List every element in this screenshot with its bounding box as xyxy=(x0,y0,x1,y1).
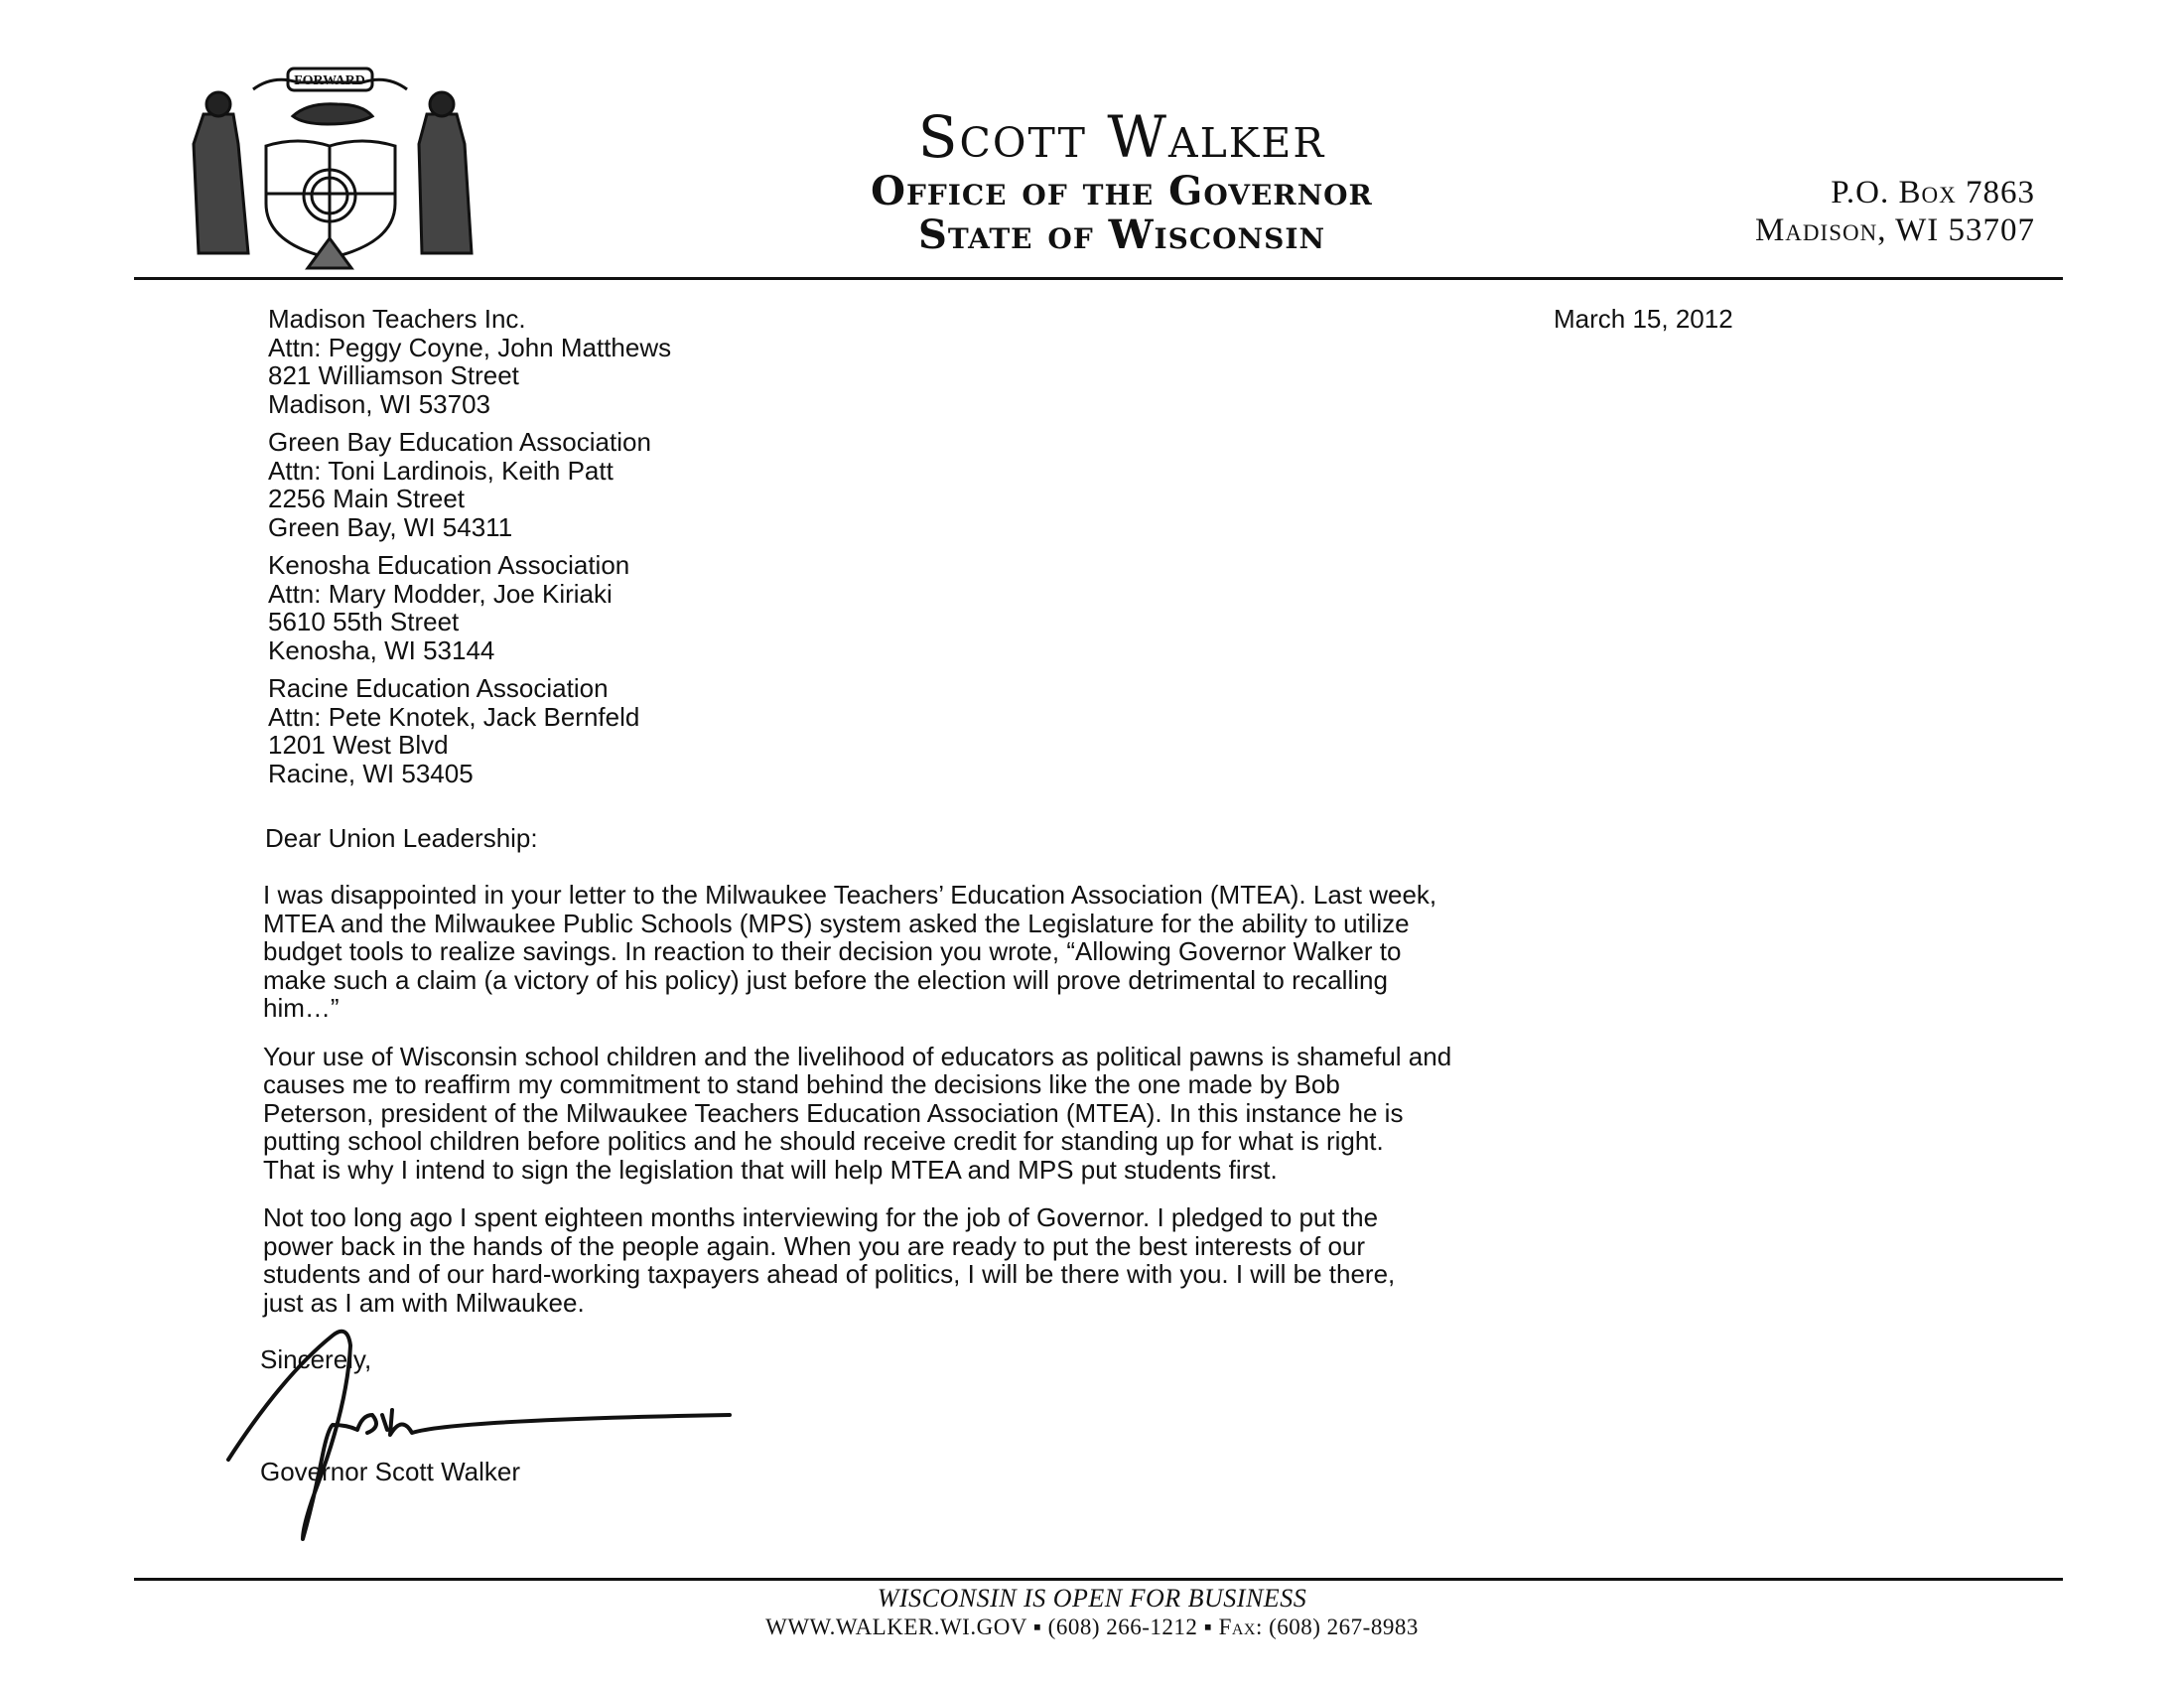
footer-divider xyxy=(134,1578,2063,1581)
recipient-address xyxy=(268,674,671,787)
header-divider xyxy=(134,277,2063,280)
footer-phone: (608) 266-1212 xyxy=(1047,1615,1198,1639)
recipient-attn: Attn: Pete Knotek, Jack Bernfeld xyxy=(268,701,640,732)
footer-website: WWW.WALKER.WI.GOV xyxy=(765,1615,1027,1639)
recipient-attn: Attn: Mary Modder, Joe Kiriaki xyxy=(268,578,613,609)
footer-fax-label: Fax: xyxy=(1218,1615,1263,1639)
letterhead xyxy=(754,104,1489,257)
governor-name: Scott Walker xyxy=(917,103,1326,171)
recipient-city: Racine, WI 53405 xyxy=(268,758,474,788)
office-mailing-address xyxy=(1755,174,2035,249)
closing: Sincerely, xyxy=(260,1344,372,1374)
city-zip: Madison, WI 53707 xyxy=(1754,212,2035,248)
footer-motto: WISCONSIN IS OPEN FOR BUSINESS xyxy=(877,1584,1307,1613)
signatory-name: Governor Scott Walker xyxy=(260,1457,521,1486)
footer-fax: (608) 267-8983 xyxy=(1269,1615,1419,1639)
recipient-attn: Attn: Toni Lardinois, Keith Patt xyxy=(268,455,614,486)
recipient-org: Kenosha Education Association xyxy=(268,550,630,580)
footer-contact xyxy=(0,1614,2184,1641)
office-title: Office of the Governor xyxy=(871,168,1373,214)
recipient-city: Green Bay, WI 54311 xyxy=(268,511,513,542)
recipient-address xyxy=(268,305,671,418)
wisconsin-state-seal-icon xyxy=(159,55,501,273)
separator-icon: ▪ xyxy=(1032,1615,1042,1639)
recipient-street: 821 Williamson Street xyxy=(268,360,519,390)
recipient-addresses xyxy=(268,305,671,797)
recipient-street: 2256 Main Street xyxy=(268,484,466,513)
state-title: State of Wisconsin xyxy=(917,211,1326,258)
signature-icon xyxy=(223,1316,740,1544)
body-paragraph: Not too long ago I spent eighteen months interviewing for the job of Governor. I pledged to put the power back in the hands of the people again. When you are ready to put the best interests of our students and of our hard-working taxpayers ahead of politics, I will be there with you. I will be there, just as I am with Milwaukee. xyxy=(263,1202,1396,1318)
seal-motto: FORWARD xyxy=(294,73,365,88)
po-box: P.O. Box 7863 xyxy=(1831,175,2035,211)
recipient-org: Green Bay Education Association xyxy=(268,427,651,457)
body-paragraph: I was disappointed in your letter to the Milwaukee Teachers’ Education Association (MTEA). Last week, MTEA and the Milwaukee Public Schools (MPS) system asked the Legislature for the ability to utilize budget tools to realize savings. In reaction to their decision you wrote, “Allowing Governor Walker to make such a claim (a victory of his policy) just before the election will prove detrimental to recalling him…” xyxy=(263,880,1437,1023)
letter-body xyxy=(263,881,1990,1336)
body-paragraph: Your use of Wisconsin school children and the livelihood of educators as political pawns is shameful and causes me to reaffirm my commitment to stand behind the decisions like the one made by Bob Peterson, president of the Milwaukee Teachers Education Association (MTEA). In this instance he is putting school children before politics and he should receive credit for standing up for what is right. That is why I intend to sign the legislation that will help MTEA and MPS put students first. xyxy=(263,1041,1452,1185)
recipient-address xyxy=(268,428,671,541)
recipient-attn: Attn: Peggy Coyne, John Matthews xyxy=(268,332,672,362)
salutation: Dear Union Leadership: xyxy=(265,823,538,853)
recipient-city: Kenosha, WI 53144 xyxy=(268,634,495,665)
footer xyxy=(0,1584,2184,1641)
letter-date: March 15, 2012 xyxy=(1554,304,1733,334)
recipient-city: Madison, WI 53703 xyxy=(268,388,491,419)
recipient-street: 5610 55th Street xyxy=(268,607,460,636)
recipient-org: Madison Teachers Inc. xyxy=(268,304,526,334)
recipient-org: Racine Education Association xyxy=(268,673,609,703)
separator-icon: ▪ xyxy=(1203,1615,1213,1639)
recipient-address xyxy=(268,551,671,664)
recipient-street: 1201 West Blvd xyxy=(268,730,449,760)
